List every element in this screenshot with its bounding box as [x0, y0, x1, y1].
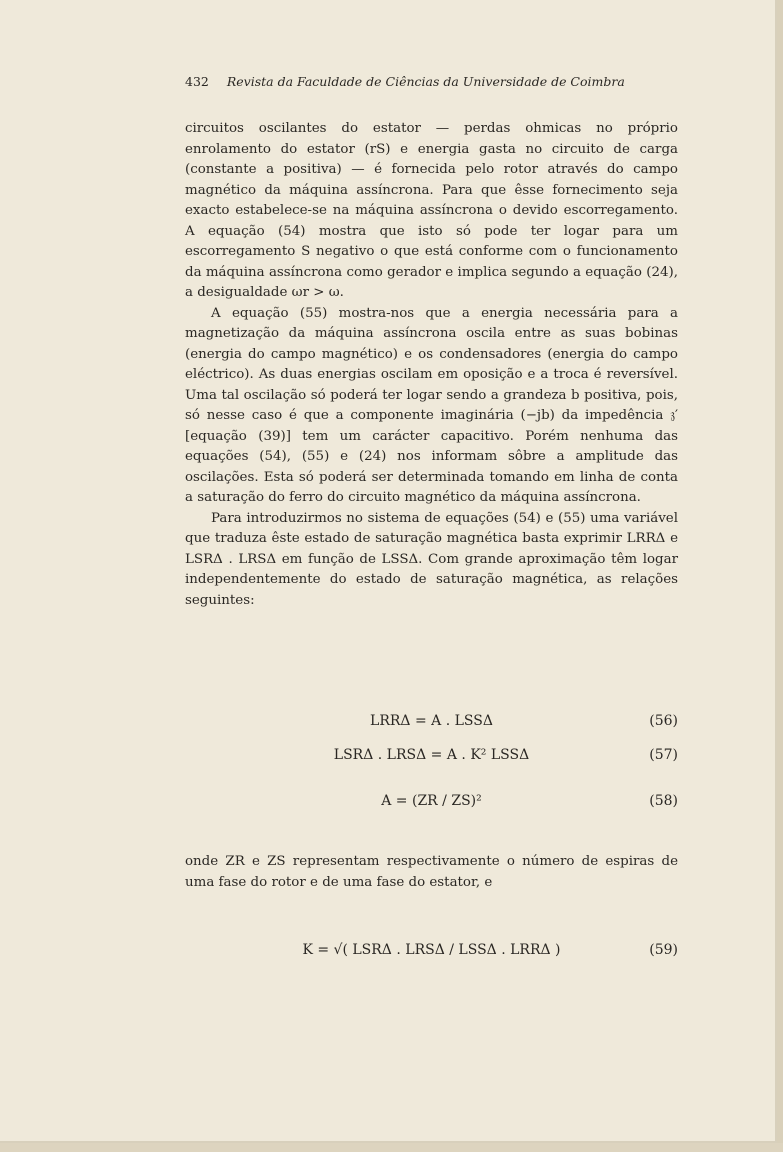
equation-58: [185, 791, 678, 817]
equation-57-number: (57): [649, 747, 678, 763]
equation-56-expr: LRRΔ = A . LSSΔ: [370, 713, 493, 729]
equation-59-number: (59): [649, 942, 678, 958]
equation-58-expr: A = (ZR / ZS)²: [381, 793, 482, 809]
page-number: 432: [185, 74, 209, 89]
equation-56: [185, 711, 678, 737]
paragraph-2: A equação (55) mostra-nos que a energia necessária para a magnetização da máquina assíncrona oscila entre as suas bobinas (energia do campo magnético) e os condensadores (energia do campo eléctrico). As duas energias oscilam em oposição e a troca é reversível. Uma tal oscilação só poderá ter logar sendo a grandeza b positiva, pois, só nesse caso é que a componente imaginária (−jb) da impedência 𝔷′ [equação (39)] tem um carácter capacitivo. Porém nenhuma das equações (54), (55) e (24) nos informam sôbre a amplitude das oscilações. Esta só poderá ser determinada tomando em linha de conta a saturação do ferro do circuito magnético da máquina assíncrona.: [185, 305, 678, 505]
paragraph-1: circuitos oscilantes do estator — perdas ohmicas no próprio enrolamento do estator (rS) e energia gasta no circuito de carga (constante a positiva) — é fornecida pelo rotor através do campo magnético da máquina assíncrona. Para que êsse fornecimento seja exacto estabelece-se na máquina assíncrona o devido escorregamento. A equação (54) mostra que isto só pode ter logar para um escorregamento S negativo o que está conforme com o funcionamento da máquina assíncrona como gerador e implica segundo a equação (24), a desigualdade ωr > ω.: [185, 121, 678, 300]
body-text-lower: [185, 852, 678, 893]
equation-57: [185, 745, 678, 771]
equation-59: [185, 940, 678, 966]
equation-58-number: (58): [649, 793, 678, 809]
page-edge-right: [777, 0, 783, 1152]
equation-57-expr: LSRΔ . LRSΔ = A . K² LSSΔ: [333, 747, 530, 763]
body-text-upper: [185, 119, 678, 611]
page-edge-bottom: [0, 1143, 783, 1152]
paragraph-3: Para introduzirmos no sistema de equações (54) e (55) uma variável que traduza êste estado de saturação magnética basta exprimir LRRΔ e LSRΔ . LRSΔ em função de LSSΔ. Com grande aproximação têm logar independentemente do estado de saturação magnética, as relações seguintes:: [185, 510, 678, 608]
paragraph-4: onde ZR e ZS representam respectivamente o número de espiras de uma fase do rotor e de uma fase do estator, e: [185, 854, 678, 890]
equation-56-number: (56): [649, 713, 678, 729]
equation-59-expr: K = √( LSRΔ . LRSΔ / LSSΔ . LRRΔ ): [302, 942, 561, 958]
journal-title: Revista da Faculdade de Ciências da Universidade de Coimbra: [226, 74, 625, 89]
running-head: [185, 74, 630, 89]
